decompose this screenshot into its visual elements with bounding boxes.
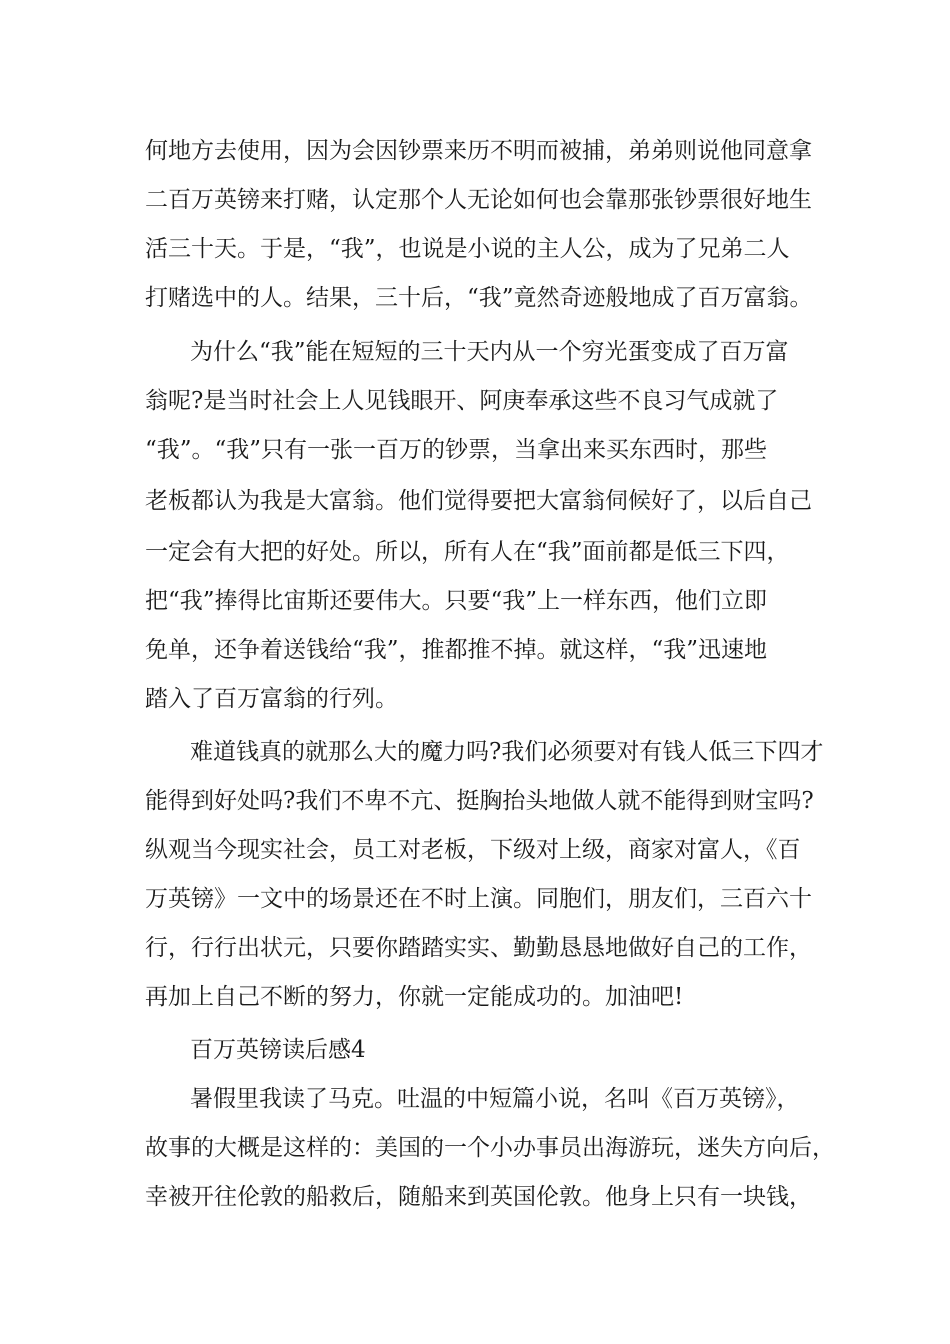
paragraph-line: 活三十天。于是，“我”，也说是小说的主人公，成为了兄弟二人	[145, 236, 790, 262]
paragraph-line: 免单，还争着送钱给“我”，推都推不掉。就这样，“我”迅速地	[145, 637, 768, 663]
section-heading: 百万英镑读后感4	[190, 1037, 366, 1063]
paragraph-line: 行，行行出状元，只要你踏踏实实、勤勤恳恳地做好自己的工作，	[145, 935, 812, 961]
paragraph-line: 踏入了百万富翁的行列。	[145, 686, 398, 712]
paragraph-line: 二百万英镑来打赌，认定那个人无论如何也会靠那张钞票很好地生	[145, 187, 812, 213]
paragraph-line: 为什么“我”能在短短的三十天内从一个穷光蛋变成了百万富	[190, 339, 789, 365]
paragraph-line: “我”。“我”只有一张一百万的钞票，当拿出来买东西时，那些	[145, 437, 768, 463]
paragraph-line: 能得到好处吗?我们不卑不亢、挺胸抬头地做人就不能得到财宝吗?	[145, 788, 814, 814]
paragraph-line: 老板都认为我是大富翁。他们觉得要把大富翁伺候好了，以后自己	[145, 488, 812, 514]
paragraph-line: 一定会有大把的好处。所以，所有人在“我”面前都是低三下四，	[145, 539, 790, 565]
paragraph-line: 把“我”捧得比宙斯还要伟大。只要“我”上一样东西，他们立即	[145, 588, 768, 614]
paragraph-line: 幸被开往伦敦的船救后，随船来到英国伦敦。他身上只有一块钱，	[145, 1184, 812, 1210]
paragraph-line: 故事的大概是这样的：美国的一个小办事员出海游玩，迷失方向后，	[145, 1135, 835, 1161]
paragraph-line: 翁呢?是当时社会上人见钱眼开、阿庚奉承这些不良习气成就了	[145, 388, 779, 414]
paragraph-line: 难道钱真的就那么大的魔力吗?我们必须要对有钱人低三下四才	[190, 739, 824, 765]
paragraph-line: 万英镑》一文中的场景还在不时上演。同胞们，朋友们，三百六十	[145, 886, 812, 912]
paragraph-line: 纵观当今现实社会，员工对老板，下级对上级，商家对富人，《百	[145, 837, 801, 863]
paragraph-line: 再加上自己不断的努力，你就一定能成功的。加油吧!	[145, 984, 684, 1010]
paragraph-line: 打赌选中的人。结果，三十后，“我”竟然奇迹般地成了百万富翁。	[145, 285, 813, 311]
paragraph-line: 暑假里我读了马克。吐温的中短篇小说，名叫《百万英镑》，	[190, 1086, 800, 1112]
paragraph-line: 何地方去使用，因为会因钞票来历不明而被捕，弟弟则说他同意拿	[145, 138, 812, 164]
